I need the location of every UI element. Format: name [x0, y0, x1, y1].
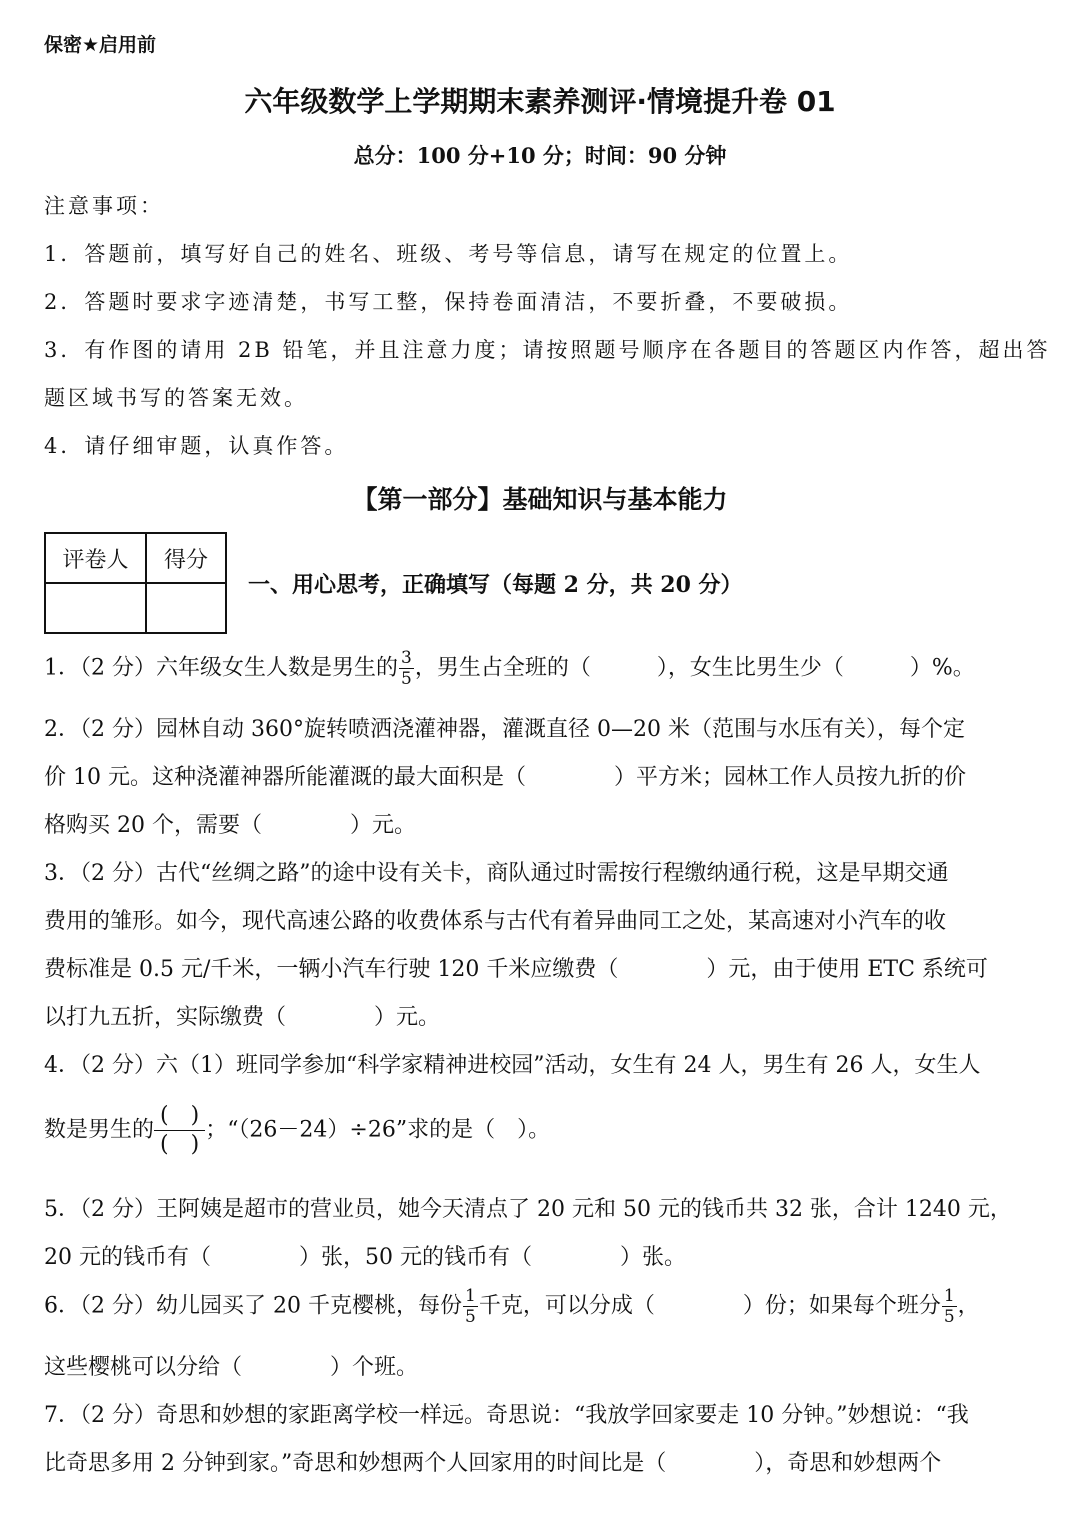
question-text: ；“（26－24）÷26”求的是（ ）。 [205, 1117, 551, 1143]
fraction: $\frac{1}{5}$ [464, 1286, 476, 1327]
grader-cell[interactable] [45, 583, 146, 633]
question-text: 1．（2 分）六年级女生人数是男生的 [44, 655, 398, 681]
notice-item: 3．有作图的请用 2B 铅笔，并且注意力度；请按照题号顺序在各题目的答题区内作答，超出答 [44, 338, 1051, 362]
question-4-line [44, 1102, 550, 1159]
question-text: 数是男生的 [44, 1117, 155, 1143]
exam-title: 六年级数学上学期期末素养测评·情境提升卷 01 [244, 85, 836, 118]
question-text: ，男生占全班的（ ），女生比男生少（ ）%。 [414, 655, 975, 681]
question-6-line [44, 1286, 980, 1327]
notice-item: 2．答题时要求字迹清楚，书写工整，保持卷面清洁，不要折叠，不要破损。 [44, 290, 853, 314]
question-1 [44, 648, 975, 689]
score-header: 得分 [146, 533, 226, 583]
question-2-line: 价 10 元。这种浇灌神器所能灌溉的最大面积是（ ）平方米；园林工作人员按九折的价 [44, 765, 966, 790]
question-2-line: 格购买 20 个，需要（ ）元。 [44, 813, 416, 838]
section-title: 【第一部分】基础知识与基本能力 [352, 485, 728, 514]
question-4-line: 4．（2 分）六（1）班同学参加“科学家精神进校园”活动，女生有 24 人，男生有 26 人，女生人 [44, 1053, 981, 1078]
fraction: $\frac{1}{5}$ [943, 1286, 955, 1327]
blank-fraction[interactable]: $\frac{( )}{( )}$ [154, 1102, 205, 1159]
exam-meta: 总分：100 分+10 分；时间：90 分钟 [353, 143, 727, 168]
notice-item: 4．请仔细审题，认真作答。 [44, 434, 349, 458]
question-5-line: 5．（2 分）王阿姨是超市的营业员，她今天清点了 20 元和 50 元的钱币共 32 张，合计 1240 元， [44, 1197, 1012, 1222]
fraction: $\frac{3}{5}$ [401, 648, 412, 689]
score-table [44, 532, 227, 634]
score-cell[interactable] [146, 583, 226, 633]
question-3-line: 费标准是 0.5 元/千米，一辆小汽车行驶 120 千米应缴费（ ）元，由于使用 ETC 系统可 [44, 957, 988, 982]
part-one-title: 一、用心思考，正确填写（每题 2 分，共 20 分） [248, 572, 743, 598]
confidential-label: 保密★启用前 [44, 34, 157, 56]
question-7-line: 7．（2 分）奇思和妙想的家距离学校一样远。奇思说：“我放学回家要走 10 分钟。”妙想说：“我 [44, 1403, 969, 1428]
notice-item: 1．答题前，填写好自己的姓名、班级、考号等信息，请写在规定的位置上。 [44, 242, 853, 266]
grader-header: 评卷人 [45, 533, 146, 583]
question-text: 千克，可以分成（ ）份；如果每个班分 [478, 1293, 941, 1319]
question-6-line: 这些樱桃可以分给（ ）个班。 [44, 1355, 419, 1380]
notice-item: 题区域书写的答案无效。 [44, 386, 308, 410]
question-3-line: 3．（2 分）古代“丝绸之路”的途中设有关卡，商队通过时需按行程缴纳通行税，这是早期交通 [44, 861, 949, 886]
question-text: 6．（2 分）幼儿园买了 20 千克樱桃，每份 [44, 1293, 462, 1319]
question-3-line: 以打九五折，实际缴费（ ）元。 [44, 1005, 441, 1030]
question-3-line: 费用的雏形。如今，现代高速公路的收费体系与古代有着异曲同工之处，某高速对小汽车的收 [44, 909, 947, 934]
question-7-line: 比奇思多用 2 分钟到家。”奇思和妙想两个人回家用的时间比是（ ），奇思和妙想两个 [44, 1451, 942, 1476]
notice-heading: 注意事项： [44, 194, 164, 218]
question-text: ， [957, 1293, 980, 1319]
question-2-line: 2．（2 分）园林自动 360°旋转喷洒浇灌神器，灌溉直径 0—20 米（范围与水压有关），每个定 [44, 717, 965, 742]
question-5-line: 20 元的钱币有（ ）张，50 元的钱币有（ ）张。 [44, 1245, 686, 1270]
